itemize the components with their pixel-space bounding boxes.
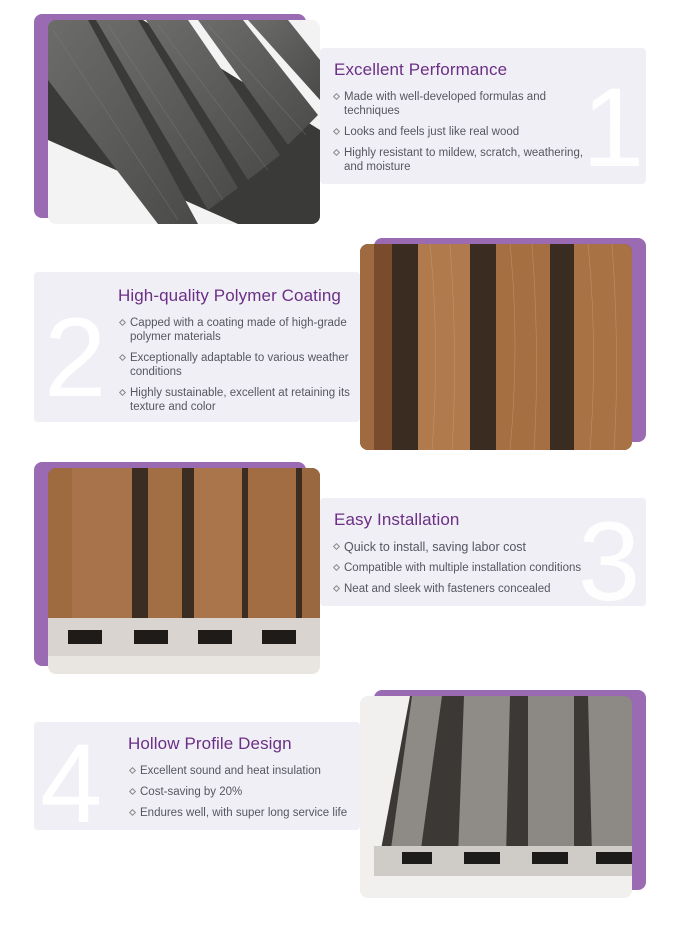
feature-card	[320, 498, 646, 606]
feature-bullet: Exceptionally adaptable to various weather conditions	[120, 351, 356, 379]
feature-number: 3	[578, 499, 641, 606]
product-photo-profile-slats	[48, 468, 320, 674]
feature-card	[320, 48, 646, 184]
feature-bullet: Compatible with multiple installation conditions	[334, 561, 604, 575]
feature-bullet: Endures well, with super long service life	[130, 806, 356, 820]
feature-section-3	[0, 460, 680, 690]
product-photo-brown-slats	[360, 244, 632, 450]
feature-bullets	[120, 316, 356, 421]
feature-bullet: Capped with a coating made of high-grade polymer materials	[120, 316, 356, 344]
feature-number: 4	[40, 722, 103, 830]
feature-bullet: Quick to install, saving labor cost	[334, 540, 604, 554]
feature-bullet: Cost-saving by 20%	[130, 785, 356, 799]
feature-number: 2	[44, 295, 107, 420]
feature-card	[34, 272, 360, 422]
feature-number: 1	[582, 65, 645, 184]
feature-bullets	[130, 764, 356, 827]
feature-bullet: Highly sustainable, excellent at retaining its texture and color	[120, 386, 356, 414]
feature-title: Hollow Profile Design	[128, 734, 292, 753]
feature-title: Excellent Performance	[334, 60, 508, 79]
feature-bullet: Looks and feels just like real wood	[334, 125, 594, 139]
product-photo-grey-profile	[360, 696, 632, 898]
feature-bullet: Highly resistant to mildew, scratch, weathering, and moisture	[334, 146, 594, 174]
feature-bullets	[334, 90, 594, 181]
feature-section-1	[0, 0, 680, 230]
feature-section-2	[0, 230, 680, 460]
feature-bullet: Excellent sound and heat insulation	[130, 764, 356, 778]
feature-title: High-quality Polymer Coating	[118, 286, 341, 305]
feature-title: Easy Installation	[334, 510, 460, 529]
feature-bullet: Made with well-developed formulas and techniques	[334, 90, 594, 118]
feature-card	[34, 722, 360, 830]
feature-section-4	[0, 690, 680, 932]
feature-bullets	[334, 540, 604, 603]
feature-bullet: Neat and sleek with fasteners concealed	[334, 582, 604, 596]
product-photo-grey-slats	[48, 20, 320, 224]
